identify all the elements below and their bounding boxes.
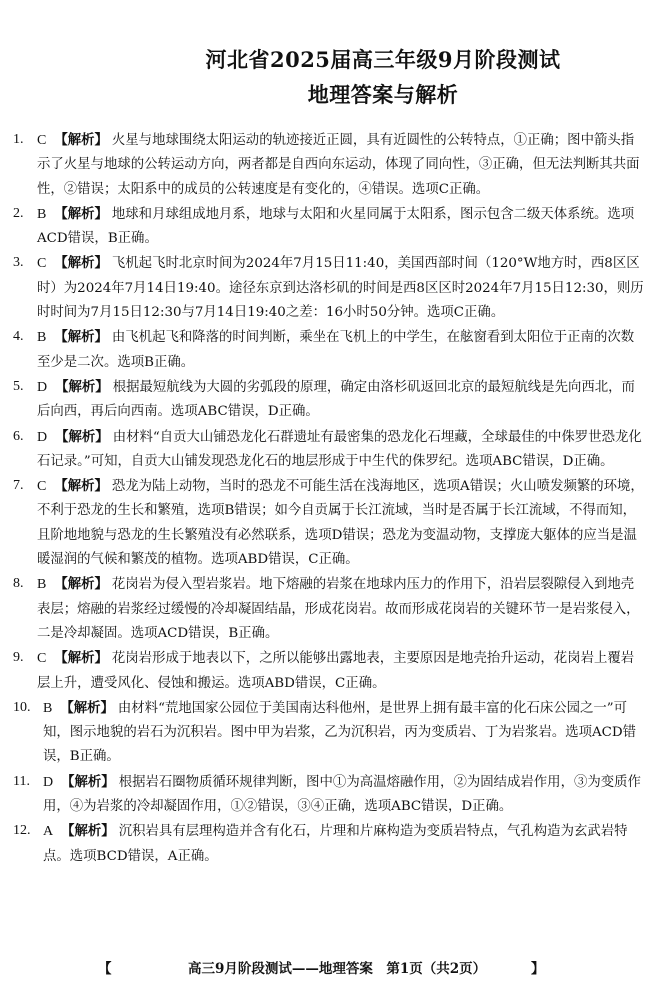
analysis-text: 恐龙为陆上动物，当时的恐龙不可能生活在浅海地区，选项A错误；火山喷发频繁的环境，不利于恐龙的生长和繁殖，选项B错误；如今自贡属于长江流域，当时是否属于长江流域，不得而知，且阶地地貌与恐龙的生长繁殖没有必然联系，选项D错误；恐龙为变温动物，支撑庞大躯体的应当是温暖湿润的气候和繁茂的植物。选项ABD错误，C正确。 (37, 479, 644, 568)
answer-item (13, 572, 645, 646)
item-answer: B (37, 330, 47, 346)
analysis-tag: 【解析】 (54, 329, 108, 346)
footer-text: 高三9月阶段测试——地理答案 第1页（共2页） (188, 961, 487, 977)
analysis-text: 沉积岩具有层理构造并含有化石，片理和片麻构造为变质岩特点，气孔构造为玄武岩特点。选项BCD错误，A正确。 (43, 824, 628, 864)
analysis-tag: 【解析】 (54, 255, 108, 272)
item-number: 5. (13, 378, 24, 394)
footer-bracket-left: 【 (98, 961, 112, 977)
analysis-text: 由材料“荒地国家公园位于美国南达科他州，是世界上拥有最丰富的化石床公园之一”可知，图示地貌的岩石为沉积岩。图中甲为岩浆，乙为沉积岩，丙为变质岩、丁为岩浆岩。选项ACD错误，B正确。 (43, 700, 637, 765)
analysis-tag: 【解析】 (61, 773, 115, 790)
analysis-tag: 【解析】 (61, 823, 115, 840)
item-number: 12. (13, 823, 31, 839)
item-answer: C (37, 133, 47, 148)
item-number: 6. (13, 428, 24, 444)
item-number: 7. (13, 478, 24, 494)
analysis-text: 花岗岩形成于地表以下，之所以能够出露地表，主要原因是地壳抬升运动，花岗岩上覆岩层上升，遭受风化、侵蚀和搬运。选项ABD错误，C正确。 (37, 651, 635, 691)
item-answer: B (37, 577, 47, 593)
answer-item (13, 646, 645, 696)
analysis-tag: 【解析】 (60, 699, 114, 716)
item-number: 8. (13, 576, 24, 592)
item-number: 10. (13, 699, 31, 715)
item-answer: A (43, 824, 54, 840)
item-number: 1. (13, 132, 24, 147)
item-answer: C (37, 256, 47, 272)
page-subtitle: 地理答案与解析 (307, 82, 459, 107)
analysis-text: 火星与地球围绕太阳运动的轨迹接近正圆，具有近圆性的公转特点，①正确；图中箭头指示了火星与地球的公转运动方向，两者都是自西向东运动，体现了同向性，③正确，但无法判断其共面性，②错误；太阳系中的成员的公转速度是有变化的，④错误。选项C正确。 (37, 133, 640, 197)
item-answer: C (37, 651, 47, 667)
analysis-tag: 【解析】 (54, 576, 108, 593)
answer-item (13, 325, 645, 375)
answer-item (13, 251, 645, 325)
analysis-tag: 【解析】 (54, 205, 108, 222)
analysis-tag: 【解析】 (55, 378, 109, 395)
answer-item (13, 375, 645, 425)
analysis-tag: 【解析】 (54, 478, 108, 495)
item-answer: D (43, 774, 54, 790)
answer-list (13, 128, 645, 869)
analysis-text: 飞机起飞时北京时间为2024年7月15日11:40，美国西部时间（120°W地方时，西8区区时）为2024年7月14日19:40。途径东京到达洛杉矶的时间是西8区区时2024年7月15日12:30，则历时时间为7月15日12:30与7月14日19:40之差：16小时50分钟。选项C正确。 (37, 256, 644, 321)
analysis-tag: 【解析】 (55, 428, 109, 445)
analysis-text: 根据岩石圈物质循环规律判断，图中①为高温熔融作用，②为固结成岩作用，③为变质作用，④为岩浆的冷却凝固作用，①②错误，③④正确，选项ABC错误，D正确。 (43, 774, 641, 815)
answer-item (13, 202, 645, 252)
analysis-text: 地球和月球组成地月系，地球与太阳和火星同属于太阳系，图示包含二级天体系统。选项ACD错误，B正确。 (37, 206, 635, 247)
analysis-text: 根据最短航线为大圆的劣弧段的原理，确定由洛杉矶返回北京的最短航线是先向西北，而后向西，再后向西南。选项ABC错误，D正确。 (37, 379, 635, 420)
analysis-tag: 【解析】 (54, 132, 108, 148)
item-number: 4. (13, 329, 24, 345)
answer-item (13, 770, 645, 820)
analysis-text: 由材料“自贡大山铺恐龙化石群遗址有最密集的恐龙化石埋藏，全球最佳的中侏罗世恐龙化石记录。”可知，自贡大山铺发现恐龙化石的地层形成于中生代的侏罗纪。选项ABC错误，D正确。 (37, 429, 642, 469)
analysis-tag: 【解析】 (54, 650, 108, 667)
item-answer: C (37, 479, 47, 495)
answer-item (13, 474, 645, 572)
analysis-text: 花岗岩为侵入型岩浆岩。地下熔融的岩浆在地球内压力的作用下，沿岩层裂隙侵入到地壳表层；熔融的岩浆经过缓慢的冷却凝固结晶，形成花岗岩。故而形成花岗岩的关键环节一是岩浆侵入，二是冷却凝固。选项ACD错误，B正确。 (37, 577, 640, 641)
page-title: 河北省2025届高三年级9月阶段测试 (205, 47, 561, 72)
item-number: 11. (13, 773, 30, 789)
item-answer: D (37, 429, 48, 445)
item-number: 3. (13, 255, 24, 271)
item-answer: B (37, 206, 47, 222)
analysis-text: 由飞机起飞和降落的时间判断，乘坐在飞机上的中学生，在舷窗看到太阳位于正南的次数至少是二次。选项B正确。 (37, 330, 635, 370)
item-answer: B (43, 700, 53, 716)
answer-item (13, 425, 645, 475)
answer-item (13, 819, 645, 869)
item-number: 2. (13, 205, 24, 221)
answer-item (13, 128, 645, 202)
footer-bracket-right: 】 (531, 961, 545, 977)
answer-item (13, 696, 645, 770)
item-number: 9. (13, 650, 24, 666)
item-answer: D (37, 379, 48, 395)
